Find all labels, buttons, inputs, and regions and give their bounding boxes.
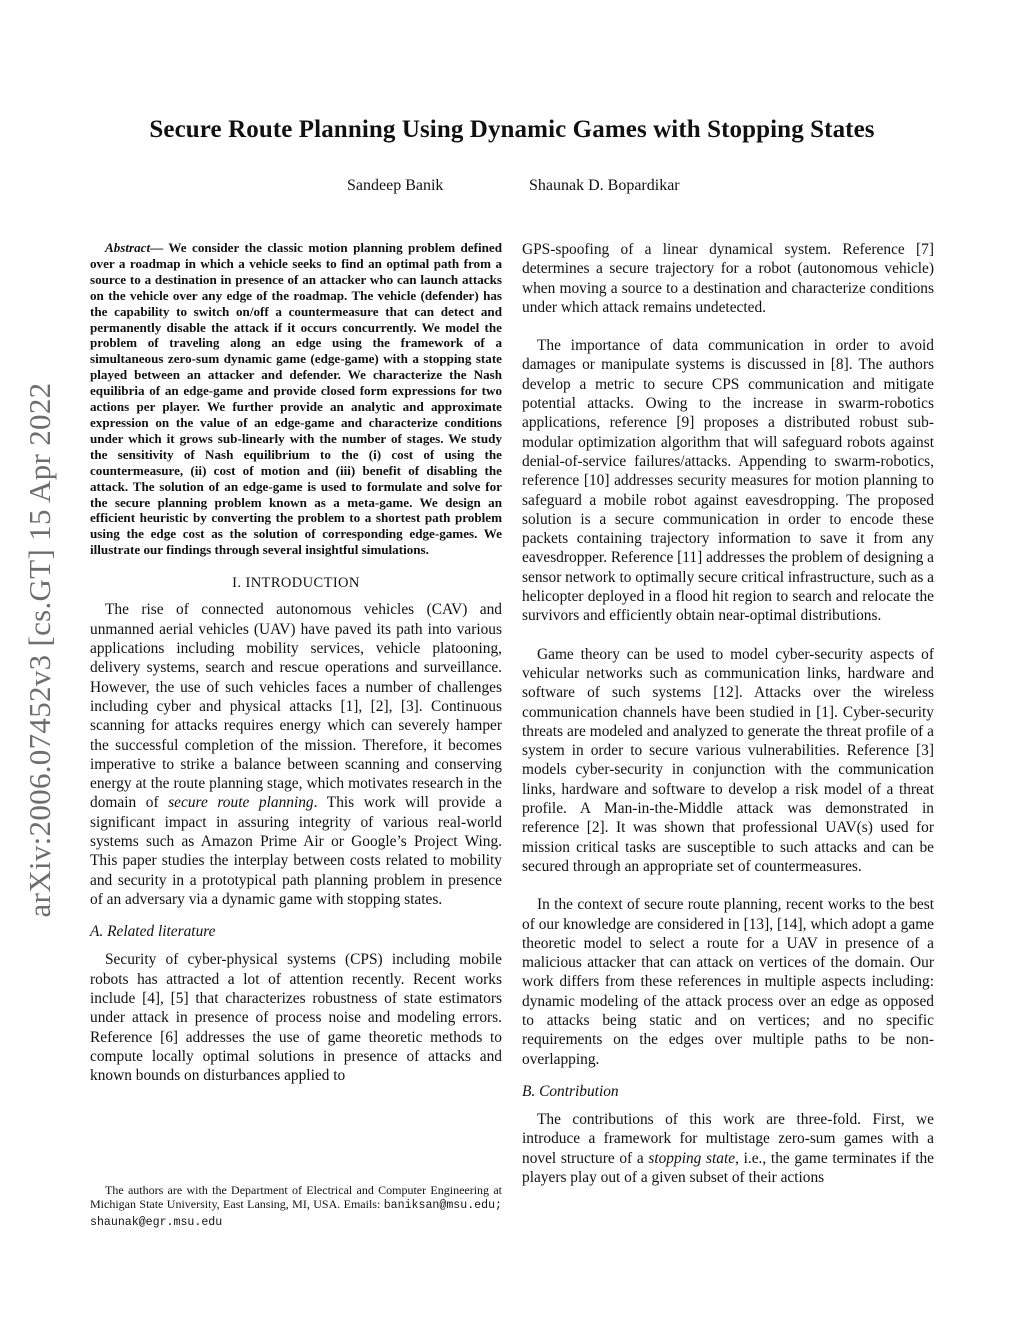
related-paragraph-1: Security of cyber-physical systems (CPS) including mobile robots has attracted a lot of attention recently. Recent works include [4], [5] that characterizes robustness of state estimators under attack in presence of process noise and modeling errors. Reference [6] addresses the use of game theoretic methods to compute locally optimal solutions in presence of attacks and known bounds on disturbances applied to: [90, 951, 502, 1085]
related-paragraph-3: Game theory can be used to model cyber-security aspects of vehicular networks such as communication links, hardware and software of such systems [12]. Attacks over the wireless communication channels have been studied in [1]. Cyber-security threats are modeled and analyzed to generate the threat profile of a system in order to secure various vulnerabilities. Reference [3] models cyber-security in conjunction with the communication links, hardware and software to develop a risk model of a threat profile. A Man-in-the-Middle attack was demonstrated in reference [2]. It was shown that professional UAV(s) used for mission critical tasks are susceptible to such attacks and can be secured through an appropriate set of countermeasures.: [522, 645, 934, 875]
left-column: [90, 240, 502, 1086]
intro-paragraph: The rise of connected autonomous vehicles (CAV) and unmanned aerial vehicles (UAV) have paved its path into various applications including mobility services, vehicle platooning, delivery systems, search and rescue operations and surveillance. However, the use of such vehicles faces a number of challenges including cyber and physical attacks [1], [2], [3]. Continuous scanning for attacks requires energy which can severely hamper the successful completion of the mission. Therefore, it becomes imperative to strike a balance between scanning and conserving energy at the route planning stage, which motivates research in the domain of secure route planning. This work will provide a significant impact in assuring integrity of various real-world systems such as Amazon Prime Air or Google’s Project Wing. This paper studies the interplay between costs related to mobility and security in a prototypical path planning problem in presence of an adversary via a dynamic game with stopping states.: [90, 601, 502, 908]
abstract-text: We consider the classic motion planning problem defined over a roadmap in which a vehicle seeks to find an optimal path from a source to a destination in presence of an attacker who can launch attacks on the vehicle over any edge of the roadmap. The vehicle (defender) has the capability to switch on/off a countermeasure that can detect and permanently disable the attack if it occurs concurrently. We model the problem of traveling along an edge using the framework of a simultaneous zero-sum dynamic game (edge-game) with a stopping state played between an attacker and defender. We characterize the Nash equilibria of an edge-game and provide closed form expressions for two actions per player. We further provide an analytic and approximate expression on the value of an edge-game and characterize conditions under which it grows sub-linearly with the number of stages. We study the sensitivity of Nash equilibrium to the (i) cost of using the countermeasure, (ii) cost of motion and (iii) benefit of disabling the attack. The solution of an edge-game is used to formulate and solve for the secure planning problem known as a meta-game. We design an efficient heuristic by converting the problem to a shortest path problem using the edge cost as the solution of corresponding edge-games. We illustrate our findings through several insightful simulations.: [90, 240, 502, 558]
contribution-paragraph: The contributions of this work are three-fold. First, we introduce a framework for multistage zero-sum games with a novel structure of a stopping state, i.e., the game terminates if the players play out of a given subset of their actions: [522, 1111, 934, 1187]
subsection-heading-related: A. Related literature: [90, 923, 216, 941]
abstract: [90, 240, 502, 558]
right-column: [522, 240, 934, 1187]
section-heading-introduction: I. INTRODUCTION: [232, 575, 360, 592]
related-paragraph-1-continued: GPS-spoofing of a linear dynamical system. Reference [7] determines a secure trajectory for a robot (autonomous vehicle) when moving a source to a destination and characterize conditions under which attack remains undetected.: [522, 241, 934, 316]
footnote: [90, 1183, 502, 1230]
subsection-heading-contribution: B. Contribution: [522, 1082, 619, 1100]
paper-title: Secure Route Planning Using Dynamic Games with Stopping States: [149, 116, 875, 143]
author-1: Sandeep Banik: [347, 177, 444, 194]
intro-emphasis: secure route planning: [168, 794, 314, 812]
contribution-emphasis: stopping state: [648, 1149, 736, 1167]
related-paragraph-4: In the context of secure route planning, recent works to the best of our knowledge are considered in [13], [14], which adopt a game theoretic model to select a route for a UAV in presence of a malicious attacker that can attack on vertices of the domain. Our work differs from these references in multiple aspects including: dynamic modeling of the attack process over an edge as opposed to attacks being static and on vertices; and no specific requirements on the edges over multiple paths to be non-overlapping.: [522, 896, 934, 1068]
footnote-text: The authors are with the Department of Electrical and Computer Engineering at Michigan State University, East Lansing, MI, USA. Emails: baniksan@msu.edu; shaunak@egr.msu.edu: [90, 1183, 502, 1229]
abstract-label: Abstract—: [105, 240, 164, 255]
author-2: Shaunak D. Bopardikar: [529, 177, 680, 194]
footnote-emails: baniksan@msu.edu; shaunak@egr.msu.edu: [90, 1199, 502, 1229]
arxiv-id-text: arXiv:2006.07452v3 [cs.GT] 15 Apr 2022: [22, 382, 57, 918]
arxiv-identifier-stamp: [10, 350, 70, 950]
related-paragraph-2: The importance of data communication in order to avoid damages or manipulate systems is discussed in [8]. The authors develop a metric to secure CPS communication and mitigate potential attacks. Owing to the increase in swarm-robotics applications, reference [9] proposes a distributed robust sub-modular optimization algorithm that will safeguard robots against denial-of-service failures/attacks. Appending to swarm-robotics, reference [10] addresses security measures for motion planning to safeguard a mobile robot against eavesdropping. The proposed solution is a secure communication in order to encode these packets containing trajectory information to save it from any eavesdropper. Reference [11] addresses the problem of designing a sensor network to optimally secure critical infrastructure, such as a helicopter deployed in a flood hit region to search and relocate the survivors and efficiently obtain near-optimal distributions.: [522, 337, 934, 625]
